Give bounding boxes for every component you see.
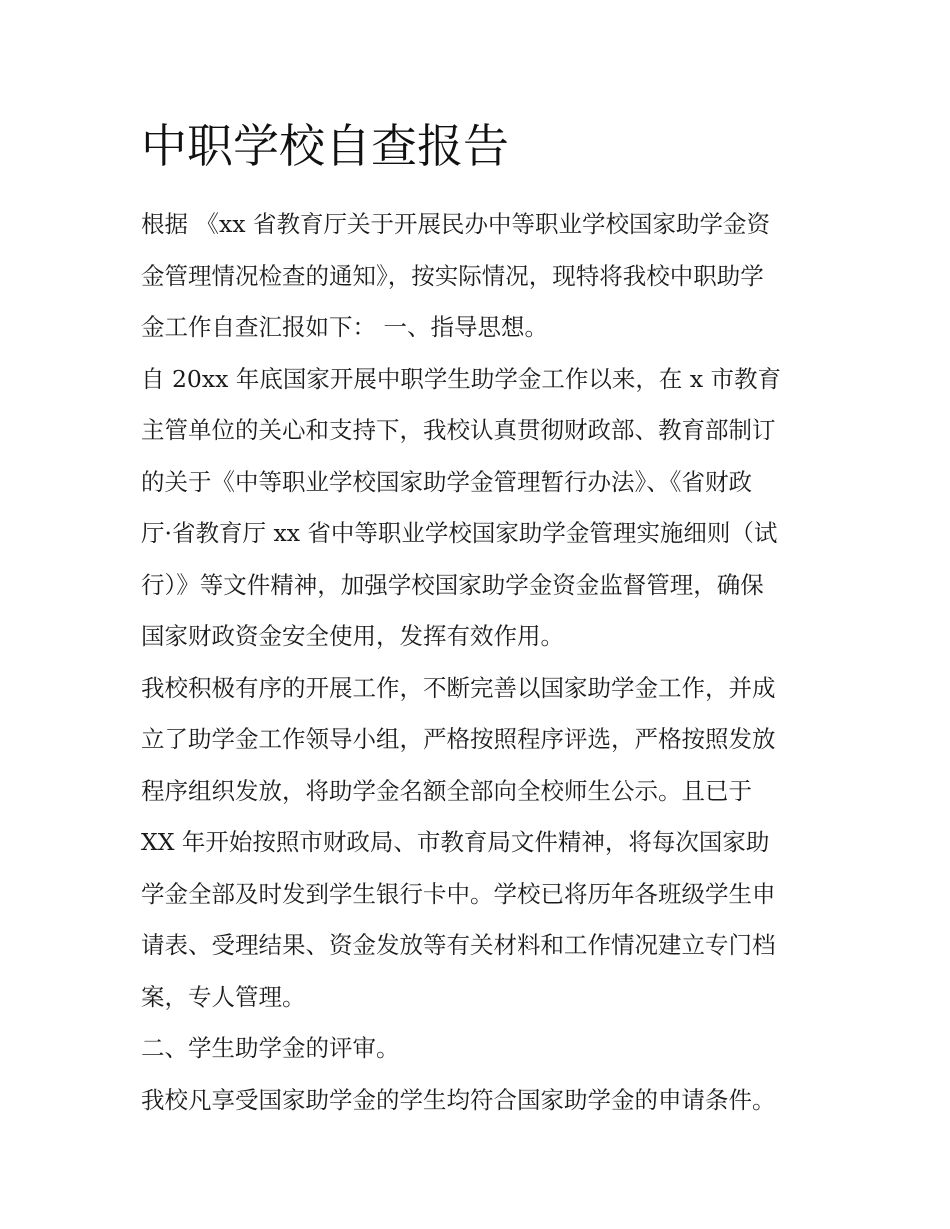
document-title: 中职学校自查报告 [141,119,509,173]
text-line: 立了助学金工作领导小组，严格按照程序评选，严格按照发放 [141,725,776,753]
text-line: 根据 《xx 省教育厅关于开展民办中等职业学校国家助学金资 [141,210,770,238]
text-line: 行）》等文件精神，加强学校国家助学金资金监督管理，确保 [141,570,764,599]
text-line: 自 20xx 年底国家开展中职学生助学金工作以来，在 x 市教育 [141,364,782,393]
text-line: 请表、受理结果、资金发放等有关材料和工作情况建立专门档 [141,931,776,959]
text-line: 金工作自查汇报如下： 一、指导思想。 [141,313,548,341]
text-line: 国家财政资金安全使用，发挥有效作用。 [141,622,564,650]
text-line: 案，专人管理。 [141,982,306,1011]
text-line: 主管单位的关心和支持下，我校认真贯彻财政部、教育部制订 [141,416,776,444]
text-line: 的关于《中等职业学校国家助学金管理暂行办法》、《省财政 [141,467,752,496]
text-line: 我校积极有序的开展工作，不断完善以国家助学金工作，并成 [141,673,776,702]
document-body [141,199,816,1126]
text-line: 金管理情况检查的通知》，按实际情况，现特将我校中职助学 [141,261,764,290]
text-line: 我校凡享受国家助学金的学生均符合国家助学金的申请条件。 [141,1085,776,1114]
text-line: 厅·省教育厅 xx 省中等职业学校国家助学金管理实施细则（试 [141,519,778,547]
text-line: 学金全部及时发到学生银行卡中。学校已将历年各班级学生申 [141,879,776,908]
text-line: 二、学生助学金的评审。 [141,1034,400,1062]
text-line: 程序组织发放，将助学金名额全部向全校师生公示。且已于 [141,776,752,805]
text-line: XX 年开始按照市财政局、市教育局文件精神，将每次国家助 [141,828,770,856]
